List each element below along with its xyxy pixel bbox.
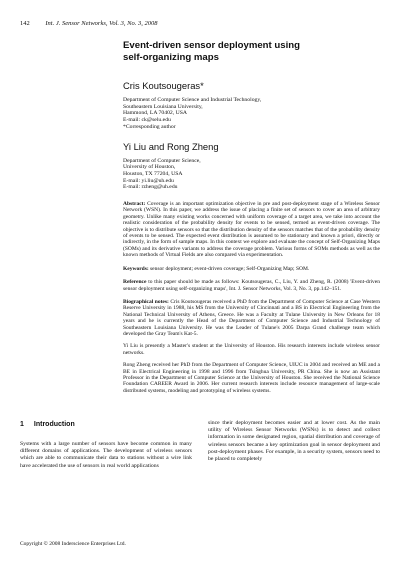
biography-koutsougeras: Cris Koutsougeras received a PhD from the Department of Computer Science at Case Western Reserve University in 1988, his MS from the University of Cincinnati and a BS in Electrical Engineering from the National Technical University of Athens, Greece. He was a Faculty at Tulane University in New Orleans for 18 years and he is currently the Head of the Department of Computer Science and Industrial Technology of Southeastern Louisiana University. He was the Leader of Tulane's 2005 Darpa Grand challenge team which developed the Gray Team's Kat-5. xyxy=(123,298,380,337)
body-column-left xyxy=(20,420,192,470)
affiliation-line: Hammond, LA 70402, USA xyxy=(123,110,187,117)
author-name: Yi Liu and Rong Zheng xyxy=(123,140,219,152)
biographical-notes xyxy=(123,299,380,337)
running-head xyxy=(20,20,380,28)
reference-label: Reference xyxy=(123,279,147,286)
page-number: 142 xyxy=(20,20,30,27)
title-line: Event-driven sensor deployment using xyxy=(123,40,300,51)
abstract-text: Coverage is an important optimization objective in pre and post-deployment stage of a Wireless Sensor Network (WSN). In this paper, we address the issue of placing a finite set of sensors to cover an area of arbitrary geometry. Unlike many existing works concerned with uniform coverage of a target area, we take into account the realistic consideration of the probability density for events to be sensed, termed as event-driven coverage. The objective is to distribute sensors so that the distribution density of the sensors matches that of the probability density of events to be sensed. The expected event distribution is assumed to be stationary and known a priori, directly or indirectly, in the form of sample maps. In this context we explore and evaluate the concept of Self-Organizing Maps (SOMs) and its derivative variants to address the coverage problem. Various forms of SOMs methods as well as the known methods of Virtual Fields are also compared via experimentation. xyxy=(123,201,381,259)
keywords-text: sensor deployment; event-driven coverage; Self-Organizing Map; SOM. xyxy=(150,265,310,272)
email-line: E-mail: ck@selu.edu xyxy=(123,117,171,124)
keywords xyxy=(123,266,380,272)
copyright-notice: Copyright © 2008 Inderscience Enterprises Ltd. xyxy=(20,541,126,547)
affiliation-line: Department of Computer Science and Industrial Technology, xyxy=(123,97,262,103)
affiliation-line: University of Houston, xyxy=(123,164,176,171)
affiliation-line: Southeastern Louisiana University, xyxy=(123,103,203,110)
intro-paragraph: Systems with a large number of sensors have become common in many different domains of applications. The development of wireless sensors which are able to communicate their data to stations without a wire link have accelerated the use of sensors in real world applications xyxy=(20,441,192,469)
author-affiliation xyxy=(123,158,380,192)
body-column-right xyxy=(208,420,380,463)
section-number: 1 xyxy=(20,421,24,428)
abstract-label: Abstract: xyxy=(123,201,146,208)
biography-zheng: Rong Zheng received her PhD from the Department of Computer Science, UIUC in 2004 and received an ME and a BE in Electrical Engineering in 1998 and 1996 from Tsinghua University, PR China. She is now an Assistant Professor in the Department of Computer Science at the University of Houston. She received the National Science Foundation CAREER Award in 2006. Her current research interests include resource management of large-scale distributed systems, modeling and prototyping of wireless systems. xyxy=(123,362,380,394)
author-affiliation xyxy=(123,97,380,131)
email-line: E-mail: yi.liu@uh.edu xyxy=(123,177,174,184)
section-heading xyxy=(20,420,192,429)
journal-citation: Int. J. Sensor Networks, Vol. 3, No. 3, 2008 xyxy=(45,20,158,27)
biography-liu: Yi Liu is presently a Master's student at the University of Houston. His research interests include wireless sensor networks. xyxy=(123,343,380,356)
biographical-label: Biographical notes: xyxy=(123,298,169,305)
corresponding-author-note: *Corresponding author xyxy=(123,123,176,130)
paper-title xyxy=(123,40,380,63)
keywords-label: Keywords: xyxy=(123,265,149,272)
reference-text: to this paper should be made as follows: Koutsougeras, C., Liu, Y. and Zheng, R. (2008) 'Event-driven sensor deployment using self-organizing maps', Int. J. Sensor Networks, Vol. 3, No. 3, pp.142–151. xyxy=(123,279,380,292)
affiliation-line: Houston, TX 77204, USA xyxy=(123,170,183,177)
reference-note xyxy=(123,279,380,292)
abstract xyxy=(123,201,380,259)
author-name: Cris Koutsougeras* xyxy=(123,80,204,91)
title-line: self-organizing maps xyxy=(123,51,219,63)
section-title: Introduction xyxy=(33,421,75,428)
front-matter xyxy=(123,40,380,394)
affiliation-line: Department of Computer Science, xyxy=(123,157,201,164)
email-line: E-mail: rzheng@uh.edu xyxy=(123,184,178,191)
intro-paragraph-continued: since their deployment becomes easier and at lower cost. As the main utility of Wireless Sensor Networks (WSNs) is to detect and collect information in some designated region, spatial distribution and coverage of wireless sensors became a key optimization goal in sensor deployment and post-deployment phases. For example, in a security system, sensors need to be placed to completely xyxy=(208,420,380,463)
